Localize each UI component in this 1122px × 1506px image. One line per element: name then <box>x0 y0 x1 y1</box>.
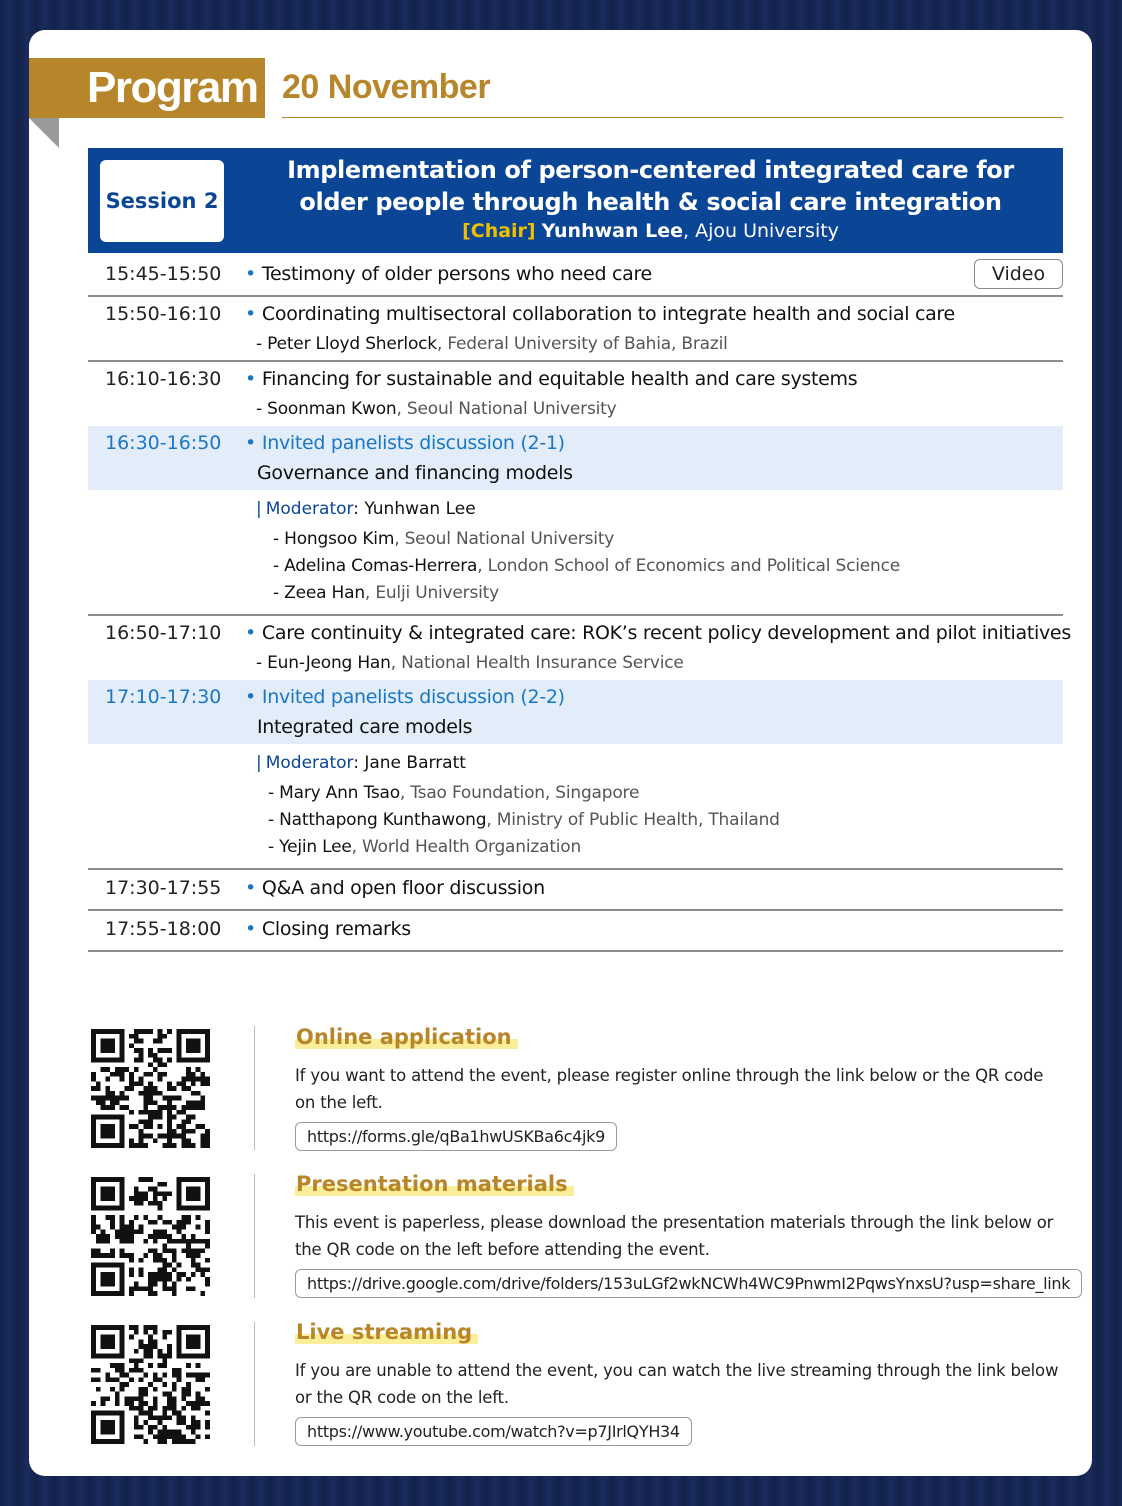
moderator-name: : Yunhwan Lee <box>353 499 476 519</box>
schedule-row <box>88 910 1063 950</box>
row-title-text: Coordinating multisectoral collaboration to integrate health and social care <box>261 303 955 325</box>
session-label: Session 2 <box>100 160 224 242</box>
session-header <box>88 148 1063 253</box>
row-title <box>245 918 411 940</box>
info-text: If you are unable to attend the event, you can watch the live streaming through the link below or the QR code on the left. <box>295 1361 1059 1407</box>
row-title-text: Financing for sustainable and equitable health and care systems <box>261 368 858 390</box>
header-divider <box>282 117 1063 118</box>
schedule-row <box>88 254 1063 295</box>
schedule-row-highlight <box>88 426 1063 490</box>
row-subtitle: Integrated care models <box>257 716 473 738</box>
panel-details <box>88 744 1063 868</box>
session-title-line2: older people through health & social care integration <box>299 188 1002 216</box>
row-speaker <box>256 653 684 673</box>
moderator-label: Moderator <box>265 753 354 773</box>
panelist-affiliation: , Seoul National University <box>394 529 615 549</box>
moderator-name: : Jane Barratt <box>353 753 466 773</box>
bullet-icon: • <box>245 263 256 285</box>
speaker-affiliation: , National Health Insurance Service <box>390 653 684 673</box>
panelist-affiliation: , World Health Organization <box>351 837 582 857</box>
panelist <box>268 783 639 803</box>
session-title-line1: Implementation of person-centered integrated care for <box>287 156 1014 184</box>
row-speaker <box>256 334 728 354</box>
schedule-row <box>88 361 1063 425</box>
moderator-bar: | <box>256 499 262 519</box>
row-time: 16:30-16:50 <box>105 432 222 454</box>
bullet-icon: • <box>245 368 256 390</box>
panelist-affiliation: , London School of Economics and Political Science <box>477 556 900 576</box>
session-chair <box>238 220 1063 242</box>
info-divider <box>254 1174 255 1298</box>
moderator-label: Moderator <box>265 499 354 519</box>
info-divider <box>254 1026 255 1150</box>
bullet-icon: • <box>245 303 256 325</box>
bullet-icon: • <box>245 918 256 940</box>
panelist-affiliation: , Eulji University <box>364 583 499 603</box>
row-time: 15:50-16:10 <box>105 303 222 325</box>
panelist-name: - Natthapong Kunthawong <box>268 810 487 830</box>
row-time: 17:30-17:55 <box>105 877 222 899</box>
chair-affiliation: , Ajou University <box>683 220 839 242</box>
panelist-affiliation: , Ministry of Public Health, Thailand <box>486 810 780 830</box>
bullet-icon: • <box>245 432 256 454</box>
info-text: This event is paperless, please download the presentation materials through the link below or the QR code on the left before attending the event. <box>295 1213 1054 1259</box>
panelist <box>268 810 780 830</box>
panelist-name: - Adelina Comas-Herrera <box>273 556 478 576</box>
row-time: 17:10-17:30 <box>105 686 222 708</box>
info-title: Live streaming <box>295 1320 478 1344</box>
qr-code-icon[interactable] <box>91 1325 210 1444</box>
info-link[interactable]: https://drive.google.com/drive/folders/153uLGf2wkNCWh4WC9PnwmI2PqwsYnxsU?usp=share_link <box>295 1269 1082 1298</box>
row-time: 17:55-18:00 <box>105 918 222 940</box>
row-title-text: Testimony of older persons who need care <box>261 263 652 285</box>
panelist-name: - Yejin Lee <box>268 837 352 857</box>
panelist <box>273 556 900 576</box>
panelist-name: - Zeea Han <box>273 583 365 603</box>
chair-name: Yunhwan Lee <box>541 220 684 242</box>
info-link[interactable]: https://www.youtube.com/watch?v=p7JIrlQYH34 <box>295 1417 692 1446</box>
row-time: 15:45-15:50 <box>105 263 222 285</box>
row-speaker <box>256 399 616 419</box>
moderator <box>256 753 466 773</box>
panelist <box>268 837 581 857</box>
row-title-text: Invited panelists discussion (2-2) <box>261 686 565 708</box>
panelist-name: - Mary Ann Tsao <box>268 783 400 803</box>
row-title-text: Invited panelists discussion (2-1) <box>261 432 565 454</box>
program-label: Program <box>29 58 265 118</box>
row-title-text: Care continuity & integrated care: ROK’s recent policy development and pilot initiatives <box>261 622 1071 644</box>
row-title <box>245 263 652 285</box>
program-tab-fold <box>29 118 59 148</box>
moderator-bar: | <box>256 753 262 773</box>
row-title <box>245 877 545 899</box>
bullet-icon: • <box>245 686 256 708</box>
qr-code-icon[interactable] <box>91 1029 210 1148</box>
row-subtitle: Governance and financing models <box>257 462 573 484</box>
panel-details <box>88 490 1063 614</box>
row-divider <box>88 950 1063 952</box>
program-card <box>29 30 1092 1476</box>
video-badge: Video <box>974 259 1063 289</box>
moderator <box>256 499 476 519</box>
row-title <box>245 368 857 390</box>
schedule-row <box>88 296 1063 360</box>
info-title: Online application <box>295 1025 518 1049</box>
row-time: 16:10-16:30 <box>105 368 222 390</box>
panelist-affiliation: , Tsao Foundation, Singapore <box>399 783 640 803</box>
row-title <box>245 303 955 325</box>
program-date: 20 November <box>282 68 491 106</box>
panelist-name: - Hongsoo Kim <box>273 529 395 549</box>
panelist <box>273 529 614 549</box>
row-title <box>245 432 565 454</box>
speaker-name: - Peter Lloyd Sherlock <box>256 334 437 354</box>
speaker-affiliation: , Federal University of Bahia, Brazil <box>436 334 728 354</box>
qr-code-icon[interactable] <box>91 1177 210 1296</box>
info-link[interactable]: https://forms.gle/qBa1hwUSKBa6c4jk9 <box>295 1122 617 1151</box>
row-title-text: Closing remarks <box>261 918 411 940</box>
row-title-text: Q&A and open floor discussion <box>261 877 545 899</box>
bullet-icon: • <box>245 877 256 899</box>
chair-label: [Chair] <box>462 220 536 242</box>
row-time: 16:50-17:10 <box>105 622 222 644</box>
panelist <box>273 583 499 603</box>
schedule-row-highlight <box>88 680 1063 744</box>
info-divider <box>254 1322 255 1446</box>
row-title <box>245 686 565 708</box>
schedule-row <box>88 869 1063 909</box>
session-title <box>238 154 1063 218</box>
speaker-name: - Soonman Kwon <box>256 399 397 419</box>
info-text: If you want to attend the event, please register online through the link below or the QR code on the left. <box>295 1066 1044 1112</box>
info-title: Presentation materials <box>295 1172 574 1196</box>
speaker-affiliation: , Seoul National University <box>396 399 617 419</box>
bullet-icon: • <box>245 622 256 644</box>
schedule-row <box>88 615 1071 679</box>
speaker-name: - Eun-Jeong Han <box>256 653 391 673</box>
row-title <box>245 622 1071 644</box>
